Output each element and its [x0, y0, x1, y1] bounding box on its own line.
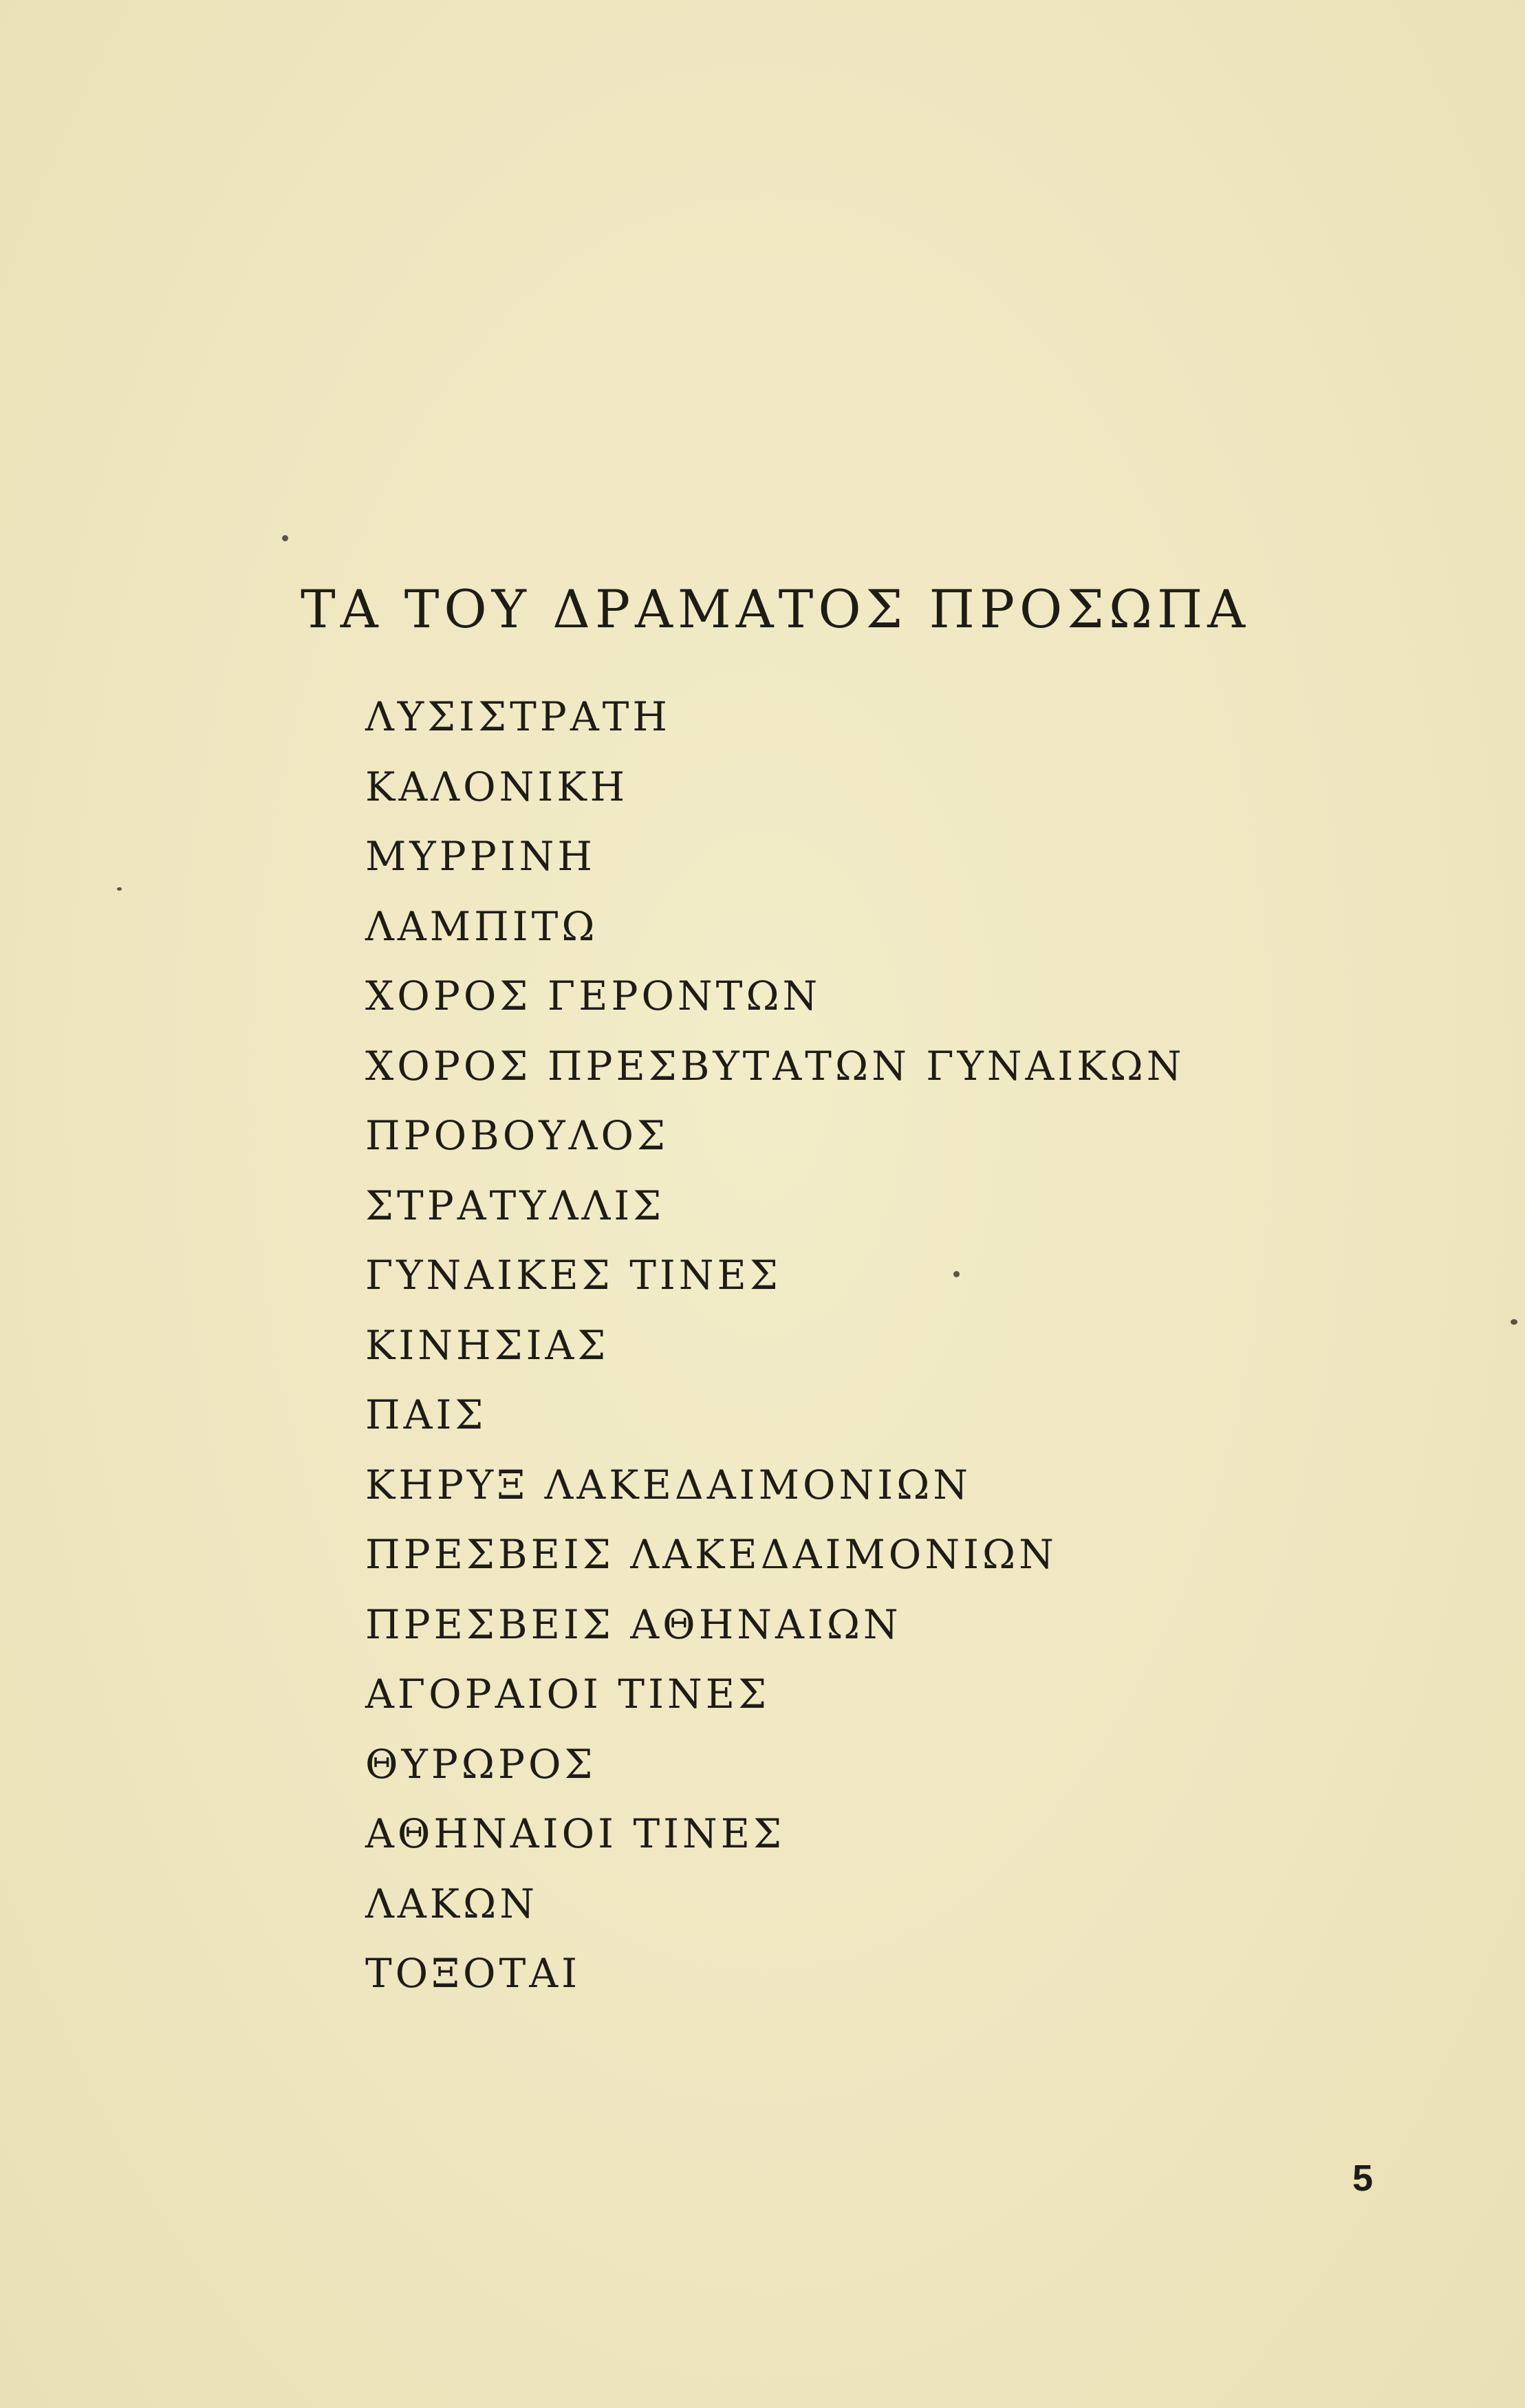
list-item: ΛΑΚΩΝ	[365, 1880, 538, 1927]
list-item: ΧΟΡΟΣ ΠΡΕΣΒΥΤΑΤΩΝ ΓΥΝΑΙΚΩΝ	[365, 1042, 1185, 1089]
list-item: ΓΥΝΑΙΚΕΣ ΤΙΝΕΣ	[365, 1252, 781, 1299]
list-item: ΤΟΞΟΤΑΙ	[365, 1950, 581, 1997]
list-item: ΑΘΗΝΑΙΟΙ ΤΙΝΕΣ	[365, 1810, 786, 1857]
list-item: ΠΡΟΒΟΥΛΟΣ	[365, 1112, 669, 1159]
list-item: ΠΡΕΣΒΕΙΣ ΑΘΗΝΑΙΩΝ	[365, 1601, 902, 1648]
ink-speck	[282, 535, 288, 541]
list-item: ΧΟΡΟΣ ΓΕΡΟΝΤΩΝ	[365, 973, 821, 1019]
page-title: ΤΑ ΤΟΥ ΔΡΑΜΑΤΟΣ ΠΡΟΣΩΠΑ	[301, 578, 1251, 640]
list-item: ΚΗΡΥΞ ΛΑΚΕΔΑΙΜΟΝΙΩΝ	[365, 1461, 972, 1508]
list-item: ΑΓΟΡΑΙΟΙ ΤΙΝΕΣ	[365, 1671, 770, 1717]
list-item: ΛΥΣΙΣΤΡΑΤΗ	[365, 693, 671, 740]
page-number: 5	[1352, 2158, 1374, 2199]
list-item: ΠΡΕΣΒΕΙΣ ΛΑΚΕΔΑΙΜΟΝΙΩΝ	[365, 1531, 1057, 1578]
list-item: ΠΑΙΣ	[365, 1391, 487, 1438]
ink-speck	[117, 887, 122, 891]
list-item: ΚΑΛΟΝΙΚΗ	[365, 763, 629, 810]
ink-speck	[1511, 1319, 1517, 1325]
dramatis-personae-list	[365, 693, 1185, 2024]
list-item: ΜΥΡΡΙΝΗ	[365, 833, 596, 880]
list-item: ΛΑΜΠΙΤΩ	[365, 902, 598, 950]
list-item: ΘΥΡΩΡΟΣ	[365, 1740, 596, 1788]
list-item: ΣΤΡΑΤΥΛΛΙΣ	[365, 1182, 665, 1229]
list-item: ΚΙΝΗΣΙΑΣ	[365, 1321, 609, 1369]
